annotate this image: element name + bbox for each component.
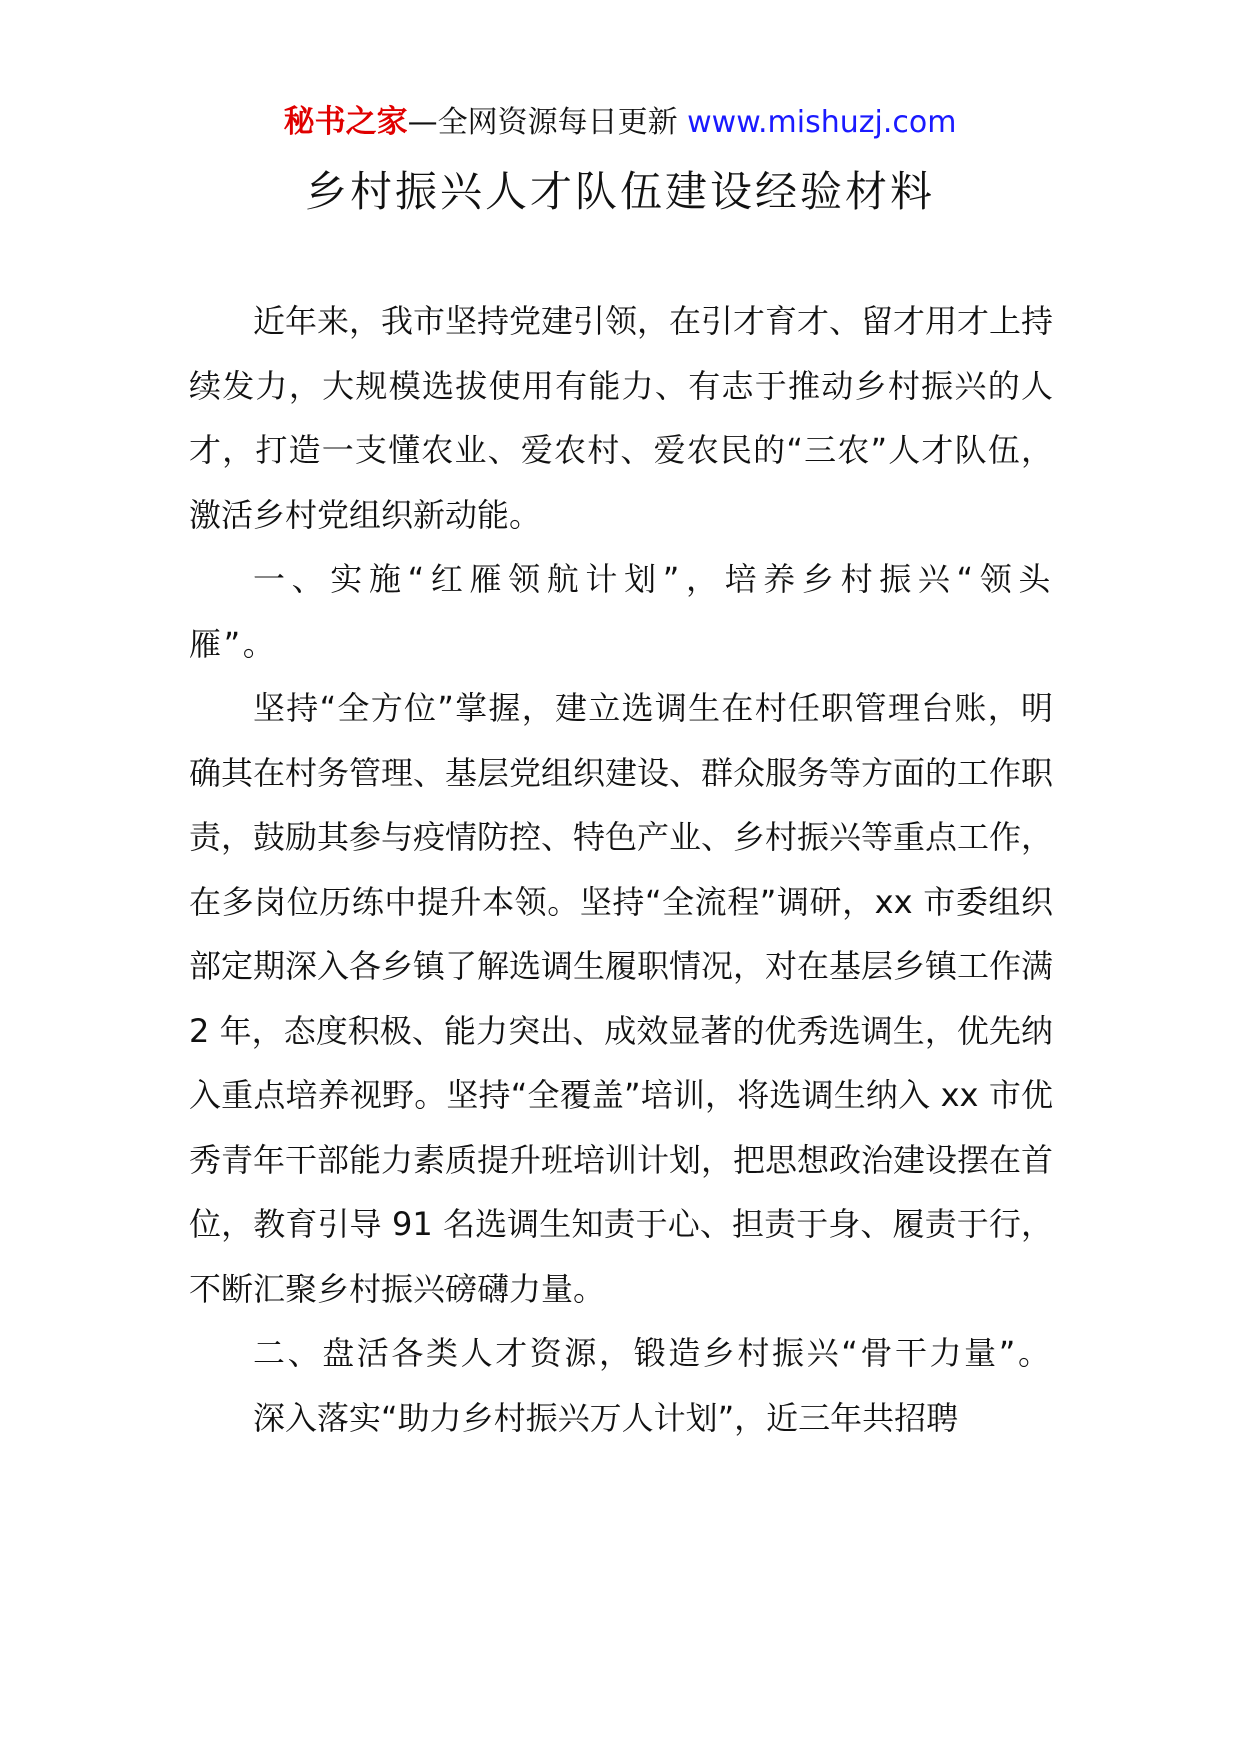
site-url-link[interactable]: www.mishuzj.com	[687, 105, 957, 140]
brand-name: 秘书之家	[283, 104, 408, 140]
header-slogan: —全网资源每日更新	[407, 105, 678, 140]
section-2-paragraph: 深入落实“助力乡村振兴万人计划”，近三年共招聘	[253, 1398, 959, 1437]
document-title: 乡村振兴人才队伍建设经验材料	[304, 167, 935, 216]
document-body	[189, 289, 1053, 1450]
site-header	[0, 100, 1240, 145]
intro-paragraph: 近年来，我市坚持党建引领，在引才育才、留才用才上持续发力，大规模选拔使用有能力、有志于推动乡村振兴的人才，打造一支懂农业、爱农村、爱农民的“三农”人才队伍，激活乡村党组织新动能。	[189, 302, 1054, 534]
section-heading-2: 二、盘活各类人才资源，锻造乡村振兴“骨干力量”。	[253, 1334, 1053, 1372]
section-heading-1: 一、实施“红雁领航计划”，培养乡村振兴“领头雁”。	[189, 560, 1053, 663]
section-1-paragraph: 坚持“全方位”掌握，建立选调生在村任职管理台账，明确其在村务管理、基层党组织建设、群众服务等方面的工作职责，鼓励其参与疫情防控、特色产业、乡村振兴等重点工作，在多岗位历练中提升本领。坚持“全流程”调研，xx 市委组织部定期深入各乡镇了解选调生履职情况，对在基层乡镇工作满 2 年，态度积极、能力突出、成效显著的优秀选调生，优先纳入重点培养视野。坚持“全覆盖”培训，将选调生纳入 xx 市优秀青年干部能力素质提升班培训计划，把思想政治建设摆在首位，教育引导 91 名选调生知责于心、担责于身、履责于行，不断汇聚乡村振兴磅礴力量。	[189, 689, 1054, 1308]
